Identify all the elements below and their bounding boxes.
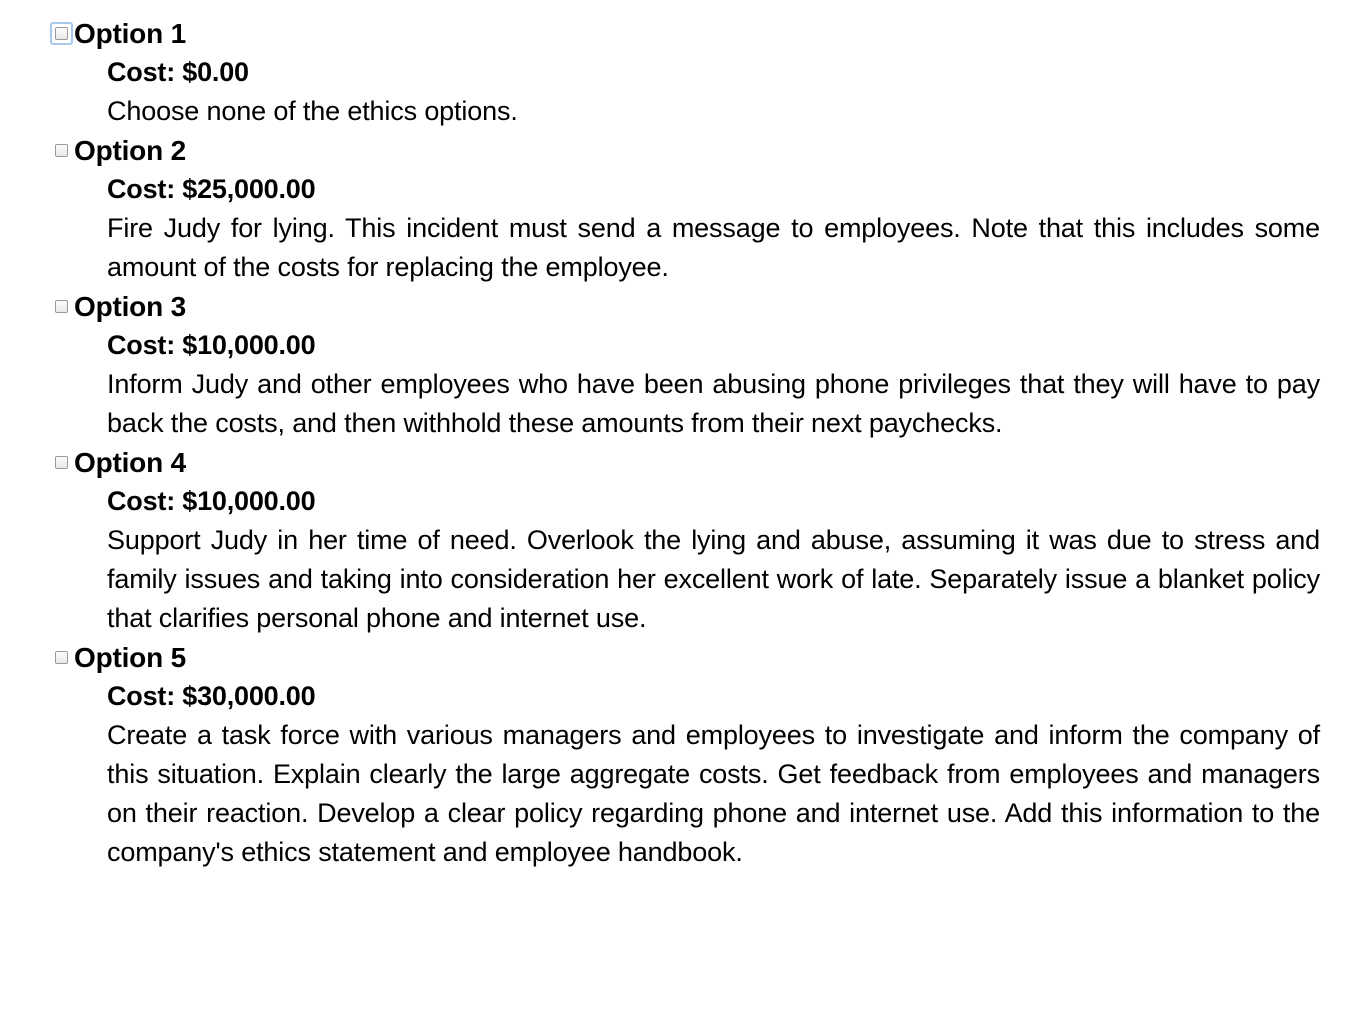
option-block — [55, 287, 1320, 443]
option-heading-row — [55, 638, 1320, 677]
option-2-title: Option 2 — [74, 135, 186, 166]
option-block — [55, 443, 1320, 638]
option-2-checkbox[interactable] — [55, 144, 68, 157]
option-heading-row — [55, 14, 1320, 53]
option-heading-row — [55, 287, 1320, 326]
option-block — [55, 131, 1320, 287]
option-3-cost: Cost: $10,000.00 — [107, 330, 316, 360]
option-3-title: Option 3 — [74, 291, 186, 322]
option-2-body — [107, 170, 1320, 287]
option-1-body — [107, 53, 1320, 131]
option-1-description: Choose none of the ethics options. — [107, 96, 518, 126]
option-5-body — [107, 677, 1320, 872]
option-5-checkbox[interactable] — [55, 651, 68, 664]
option-1-checkbox[interactable] — [55, 27, 68, 40]
option-block — [55, 638, 1320, 872]
option-1-title: Option 1 — [74, 18, 186, 49]
option-5-title: Option 5 — [74, 642, 186, 673]
option-4-cost: Cost: $10,000.00 — [107, 486, 316, 516]
option-block — [55, 14, 1320, 131]
option-5-cost: Cost: $30,000.00 — [107, 681, 316, 711]
option-2-description: Fire Judy for lying. This incident must send a message to employees. Note that this includes some amount of the costs for replacing the employee. — [107, 213, 1320, 282]
option-heading-row — [55, 443, 1320, 482]
ethics-options-list — [55, 14, 1320, 872]
option-4-title: Option 4 — [74, 447, 186, 478]
option-4-body — [107, 482, 1320, 638]
option-heading-row — [55, 131, 1320, 170]
option-4-checkbox[interactable] — [55, 456, 68, 469]
option-3-body — [107, 326, 1320, 443]
option-2-cost: Cost: $25,000.00 — [107, 174, 316, 204]
option-3-checkbox[interactable] — [55, 300, 68, 313]
option-3-description: Inform Judy and other employees who have been abusing phone privileges that they will have to pay back the costs, and then withhold these amounts from their next paychecks. — [107, 369, 1320, 438]
option-4-description: Support Judy in her time of need. Overlook the lying and abuse, assuming it was due to stress and family issues and taking into consideration her excellent work of late. Separately issue a blanket policy that clarifies personal phone and internet use. — [107, 525, 1320, 633]
option-1-cost: Cost: $0.00 — [107, 57, 249, 87]
option-5-description: Create a task force with various managers and employees to investigate and inform the company of this situation. Explain clearly the large aggregate costs. Get feedback from employees and managers on their reaction. Develop a clear policy regarding phone and internet use. Add this information to the company's ethics statement and employee handbook. — [107, 720, 1320, 867]
